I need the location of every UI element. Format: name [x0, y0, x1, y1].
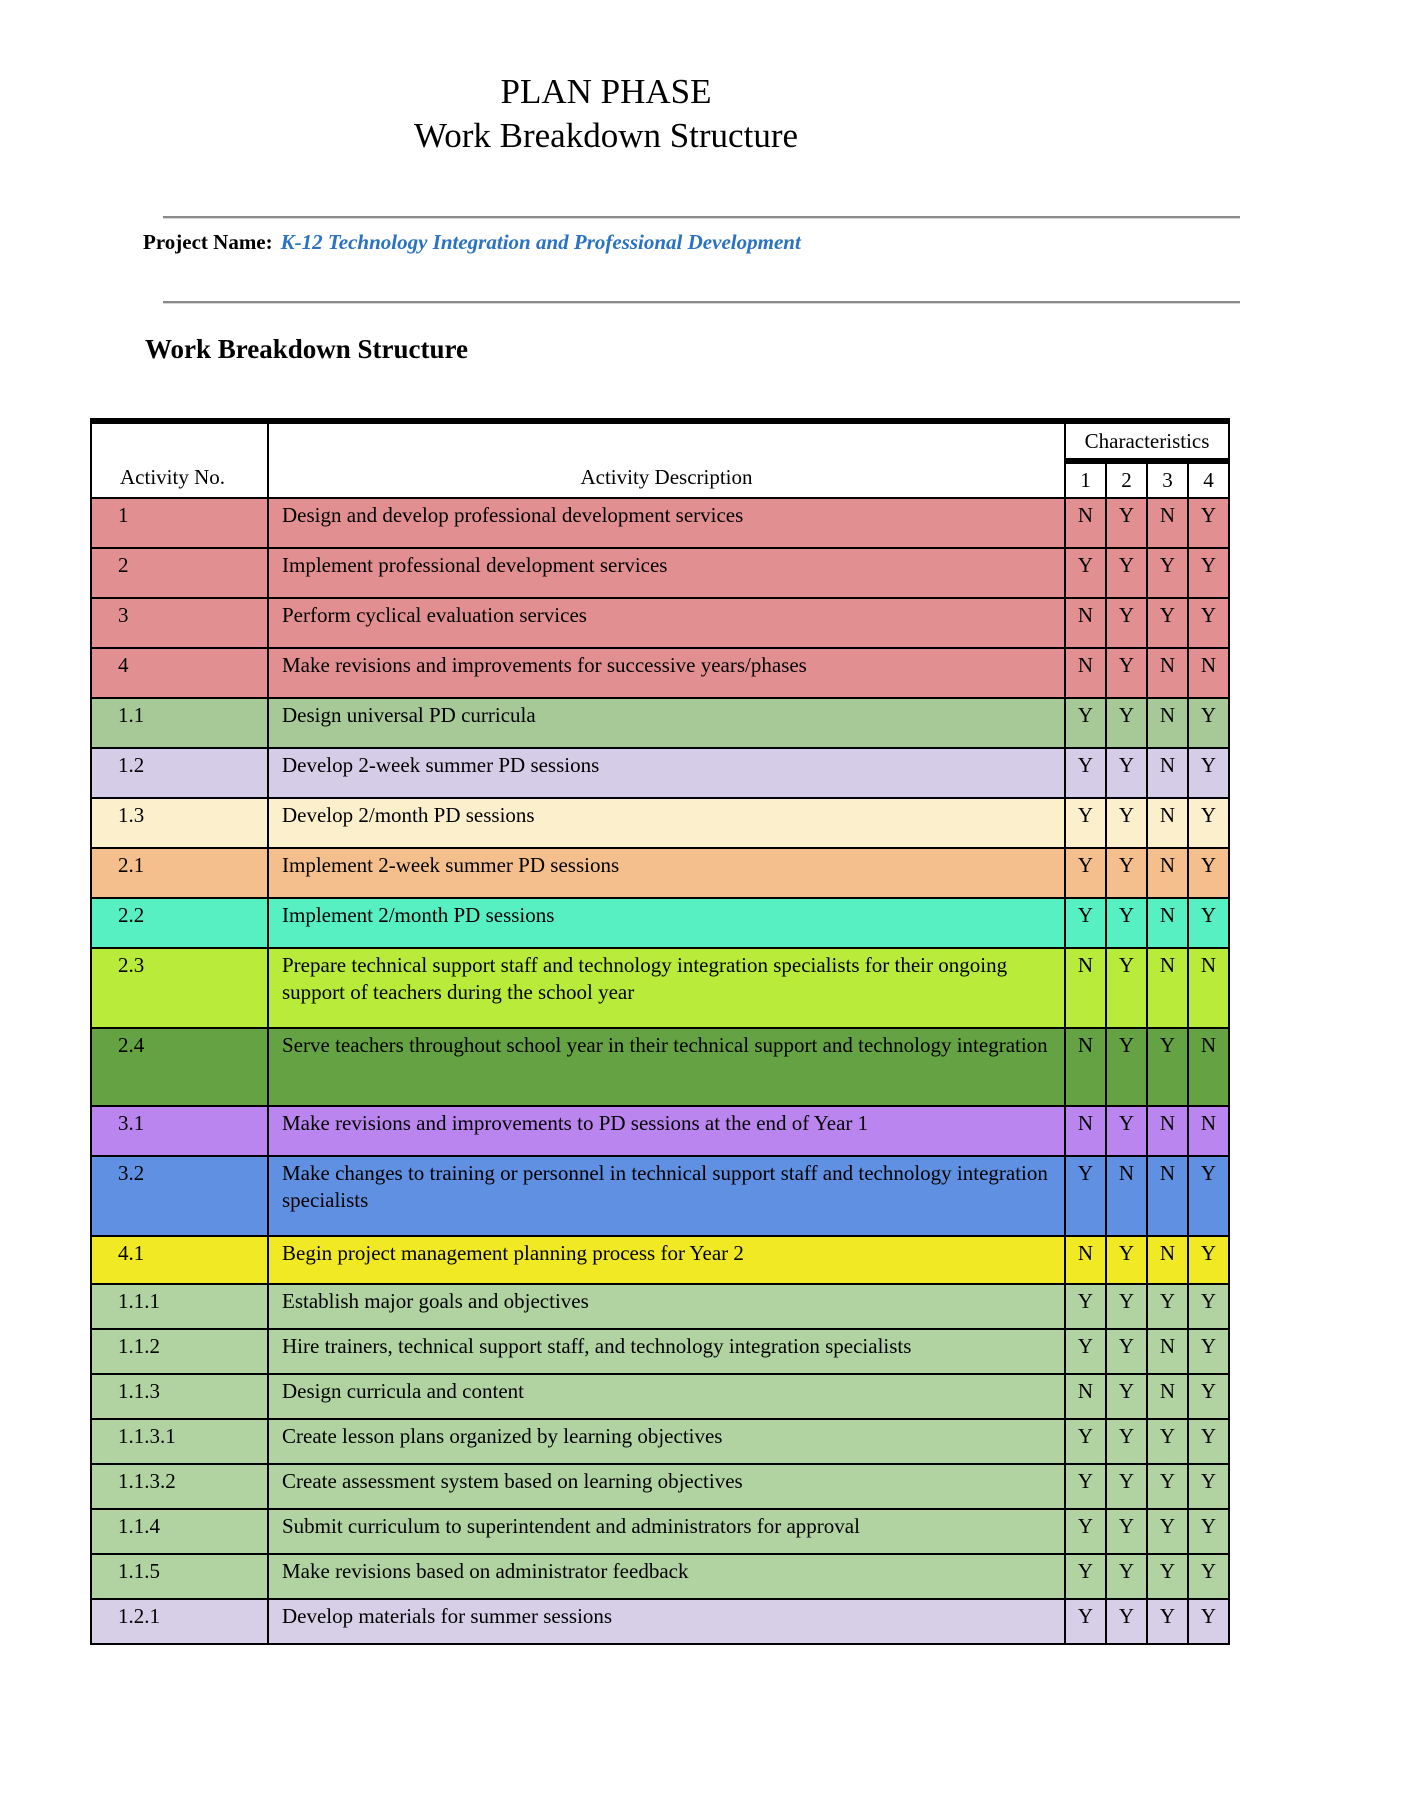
characteristic-3-value-cell: Y — [1147, 1464, 1188, 1509]
table-row — [91, 648, 1229, 698]
characteristic-4-value-cell: Y — [1188, 1329, 1229, 1374]
table-row — [91, 1106, 1229, 1156]
activity-no-cell: 1.1.3.1 — [91, 1419, 268, 1464]
characteristic-4-value-cell: Y — [1188, 698, 1229, 748]
table-row — [91, 1509, 1229, 1554]
activity-description-cell: Hire trainers, technical support staff, and technology integration specialists — [268, 1329, 1065, 1374]
table-row — [91, 1599, 1229, 1644]
activity-no-cell: 4 — [91, 648, 268, 698]
characteristic-4-value-cell: N — [1188, 1028, 1229, 1106]
wbs-table — [90, 418, 1230, 1645]
activity-description-cell: Develop 2-week summer PD sessions — [268, 748, 1065, 798]
characteristic-2-value-cell: Y — [1106, 1599, 1147, 1644]
characteristic-1-value-cell: Y — [1065, 748, 1106, 798]
header-char-3: 3 — [1147, 461, 1188, 498]
characteristic-3-value-cell: N — [1147, 748, 1188, 798]
activity-no-cell: 3 — [91, 598, 268, 648]
activity-description-cell: Begin project management planning process for Year 2 — [268, 1236, 1065, 1284]
characteristic-3-value-cell: N — [1147, 648, 1188, 698]
activity-description-cell: Design universal PD curricula — [268, 698, 1065, 748]
activity-description-cell: Develop materials for summer sessions — [268, 1599, 1065, 1644]
characteristic-2-value-cell: Y — [1106, 548, 1147, 598]
characteristic-2-value-cell: Y — [1106, 1464, 1147, 1509]
characteristic-1-value-cell: Y — [1065, 548, 1106, 598]
characteristic-1-value-cell: N — [1065, 1374, 1106, 1419]
characteristic-2-value-cell: Y — [1106, 1374, 1147, 1419]
characteristic-2-value-cell: Y — [1106, 1419, 1147, 1464]
activity-no-cell: 2.2 — [91, 898, 268, 948]
characteristic-3-value-cell: N — [1147, 1374, 1188, 1419]
activity-description-cell: Design and develop professional development services — [268, 498, 1065, 548]
activity-description-cell: Perform cyclical evaluation services — [268, 598, 1065, 648]
characteristic-2-value-cell: Y — [1106, 1284, 1147, 1329]
document-title — [0, 70, 1212, 158]
document-title-line2: Work Breakdown Structure — [413, 116, 799, 155]
characteristic-3-value-cell: N — [1147, 1106, 1188, 1156]
table-row — [91, 1329, 1229, 1374]
header-activity-no: Activity No. — [91, 421, 268, 498]
characteristic-4-value-cell: Y — [1188, 1554, 1229, 1599]
characteristic-4-value-cell: Y — [1188, 1509, 1229, 1554]
characteristic-1-value-cell: Y — [1065, 1419, 1106, 1464]
activity-no-cell: 1.1.2 — [91, 1329, 268, 1374]
characteristic-4-value-cell: Y — [1188, 898, 1229, 948]
characteristic-2-value-cell: Y — [1106, 698, 1147, 748]
characteristic-4-value-cell: Y — [1188, 848, 1229, 898]
horizontal-rule-bottom — [163, 301, 1240, 304]
characteristic-4-value-cell: Y — [1188, 748, 1229, 798]
characteristic-1-value-cell: Y — [1065, 1509, 1106, 1554]
activity-no-cell: 2.3 — [91, 948, 268, 1028]
characteristic-1-value-cell: N — [1065, 1106, 1106, 1156]
activity-no-cell: 3.1 — [91, 1106, 268, 1156]
activity-no-cell: 1.1.4 — [91, 1509, 268, 1554]
characteristic-3-value-cell: N — [1147, 1156, 1188, 1236]
activity-no-cell: 1.1 — [91, 698, 268, 748]
characteristic-2-value-cell: Y — [1106, 848, 1147, 898]
characteristic-4-value-cell: Y — [1188, 1599, 1229, 1644]
table-row — [91, 498, 1229, 548]
characteristic-3-value-cell: N — [1147, 798, 1188, 848]
characteristic-2-value-cell: Y — [1106, 1329, 1147, 1374]
table-row — [91, 798, 1229, 848]
characteristic-4-value-cell: N — [1188, 1106, 1229, 1156]
wbs-table-header — [91, 421, 1229, 498]
characteristic-2-value-cell: Y — [1106, 798, 1147, 848]
activity-description-cell: Serve teachers throughout school year in their technical support and technology integration — [268, 1028, 1065, 1106]
table-row — [91, 1156, 1229, 1236]
table-row — [91, 948, 1229, 1028]
activity-description-cell: Design curricula and content — [268, 1374, 1065, 1419]
characteristic-1-value-cell: Y — [1065, 798, 1106, 848]
horizontal-rule-top — [163, 216, 1240, 219]
table-row — [91, 1374, 1229, 1419]
characteristic-4-value-cell: Y — [1188, 798, 1229, 848]
characteristic-2-value-cell: Y — [1106, 748, 1147, 798]
project-name-value: K-12 Technology Integration and Professional Development — [280, 230, 801, 254]
activity-no-cell: 1.1.3 — [91, 1374, 268, 1419]
characteristic-3-value-cell: N — [1147, 1236, 1188, 1284]
activity-no-cell: 2.4 — [91, 1028, 268, 1106]
characteristic-2-value-cell: Y — [1106, 598, 1147, 648]
header-char-4: 4 — [1188, 461, 1229, 498]
activity-no-cell: 2 — [91, 548, 268, 598]
characteristic-3-value-cell: N — [1147, 848, 1188, 898]
characteristic-1-value-cell: N — [1065, 498, 1106, 548]
characteristic-1-value-cell: Y — [1065, 698, 1106, 748]
characteristic-1-value-cell: Y — [1065, 1284, 1106, 1329]
characteristic-4-value-cell: Y — [1188, 498, 1229, 548]
activity-no-cell: 1 — [91, 498, 268, 548]
characteristic-1-value-cell: Y — [1065, 1599, 1106, 1644]
header-char-2: 2 — [1106, 461, 1147, 498]
characteristic-3-value-cell: Y — [1147, 1509, 1188, 1554]
activity-description-cell: Implement 2/month PD sessions — [268, 898, 1065, 948]
table-row — [91, 748, 1229, 798]
activity-description-cell: Prepare technical support staff and technology integration specialists for their ongoing support of teachers during the school year — [268, 948, 1065, 1028]
activity-no-cell: 1.3 — [91, 798, 268, 848]
activity-no-cell: 1.1.3.2 — [91, 1464, 268, 1509]
characteristic-2-value-cell: Y — [1106, 948, 1147, 1028]
activity-no-cell: 3.2 — [91, 1156, 268, 1236]
table-row — [91, 1554, 1229, 1599]
characteristic-4-value-cell: N — [1188, 648, 1229, 698]
activity-no-cell: 1.1.1 — [91, 1284, 268, 1329]
characteristic-1-value-cell: N — [1065, 1028, 1106, 1106]
characteristic-2-value-cell: Y — [1106, 498, 1147, 548]
characteristic-1-value-cell: Y — [1065, 1554, 1106, 1599]
characteristic-3-value-cell: Y — [1147, 1419, 1188, 1464]
characteristic-4-value-cell: Y — [1188, 1374, 1229, 1419]
activity-description-cell: Make revisions and improvements to PD sessions at the end of Year 1 — [268, 1106, 1065, 1156]
characteristic-2-value-cell: N — [1106, 1156, 1147, 1236]
characteristic-1-value-cell: Y — [1065, 1329, 1106, 1374]
characteristic-1-value-cell: N — [1065, 648, 1106, 698]
activity-description-cell: Make changes to training or personnel in technical support staff and technology integration specialists — [268, 1156, 1065, 1236]
characteristic-3-value-cell: Y — [1147, 548, 1188, 598]
table-row — [91, 1236, 1229, 1284]
characteristic-3-value-cell: Y — [1147, 598, 1188, 648]
characteristic-3-value-cell: Y — [1147, 1028, 1188, 1106]
characteristic-3-value-cell: Y — [1147, 1554, 1188, 1599]
characteristic-2-value-cell: Y — [1106, 1106, 1147, 1156]
activity-no-cell: 4.1 — [91, 1236, 268, 1284]
table-row — [91, 548, 1229, 598]
activity-no-cell: 1.2 — [91, 748, 268, 798]
table-row — [91, 1419, 1229, 1464]
activity-description-cell: Submit curriculum to superintendent and administrators for approval — [268, 1509, 1065, 1554]
activity-description-cell: Implement professional development services — [268, 548, 1065, 598]
activity-description-cell: Establish major goals and objectives — [268, 1284, 1065, 1329]
characteristic-2-value-cell: Y — [1106, 1509, 1147, 1554]
characteristic-4-value-cell: Y — [1188, 1284, 1229, 1329]
table-row — [91, 1284, 1229, 1329]
header-char-1: 1 — [1065, 461, 1106, 498]
characteristic-2-value-cell: Y — [1106, 1028, 1147, 1106]
activity-no-cell: 1.2.1 — [91, 1599, 268, 1644]
characteristic-1-value-cell: Y — [1065, 1156, 1106, 1236]
project-name-line — [143, 230, 801, 255]
activity-description-cell: Create lesson plans organized by learning objectives — [268, 1419, 1065, 1464]
characteristic-3-value-cell: Y — [1147, 1284, 1188, 1329]
characteristic-2-value-cell: Y — [1106, 1236, 1147, 1284]
table-row — [91, 848, 1229, 898]
characteristic-4-value-cell: Y — [1188, 1236, 1229, 1284]
characteristic-1-value-cell: Y — [1065, 1464, 1106, 1509]
characteristic-3-value-cell: N — [1147, 898, 1188, 948]
wbs-table-body — [91, 498, 1229, 1644]
document-title-line1: PLAN PHASE — [500, 72, 712, 111]
characteristic-1-value-cell: N — [1065, 598, 1106, 648]
characteristic-4-value-cell: Y — [1188, 1419, 1229, 1464]
characteristic-3-value-cell: N — [1147, 698, 1188, 748]
table-row — [91, 1028, 1229, 1106]
activity-description-cell: Implement 2-week summer PD sessions — [268, 848, 1065, 898]
activity-description-cell: Create assessment system based on learning objectives — [268, 1464, 1065, 1509]
characteristic-1-value-cell: N — [1065, 1236, 1106, 1284]
table-row — [91, 698, 1229, 748]
characteristic-2-value-cell: Y — [1106, 648, 1147, 698]
characteristic-4-value-cell: Y — [1188, 1464, 1229, 1509]
section-heading: Work Breakdown Structure — [145, 334, 469, 364]
characteristic-3-value-cell: N — [1147, 1329, 1188, 1374]
table-row — [91, 898, 1229, 948]
characteristic-4-value-cell: Y — [1188, 548, 1229, 598]
table-row — [91, 1464, 1229, 1509]
activity-description-cell: Develop 2/month PD sessions — [268, 798, 1065, 848]
table-row — [91, 598, 1229, 648]
characteristic-2-value-cell: Y — [1106, 898, 1147, 948]
activity-no-cell: 2.1 — [91, 848, 268, 898]
header-characteristics: Characteristics — [1065, 421, 1229, 461]
activity-description-cell: Make revisions based on administrator feedback — [268, 1554, 1065, 1599]
characteristic-4-value-cell: Y — [1188, 598, 1229, 648]
characteristic-2-value-cell: Y — [1106, 1554, 1147, 1599]
header-activity-description: Activity Description — [268, 421, 1065, 498]
characteristic-3-value-cell: N — [1147, 948, 1188, 1028]
characteristic-1-value-cell: N — [1065, 948, 1106, 1028]
characteristic-1-value-cell: Y — [1065, 848, 1106, 898]
project-name-label: Project Name: — [143, 230, 273, 254]
characteristic-3-value-cell: Y — [1147, 1599, 1188, 1644]
characteristic-4-value-cell: Y — [1188, 1156, 1229, 1236]
activity-description-cell: Make revisions and improvements for successive years/phases — [268, 648, 1065, 698]
characteristic-3-value-cell: N — [1147, 498, 1188, 548]
characteristic-1-value-cell: Y — [1065, 898, 1106, 948]
activity-no-cell: 1.1.5 — [91, 1554, 268, 1599]
characteristic-4-value-cell: N — [1188, 948, 1229, 1028]
